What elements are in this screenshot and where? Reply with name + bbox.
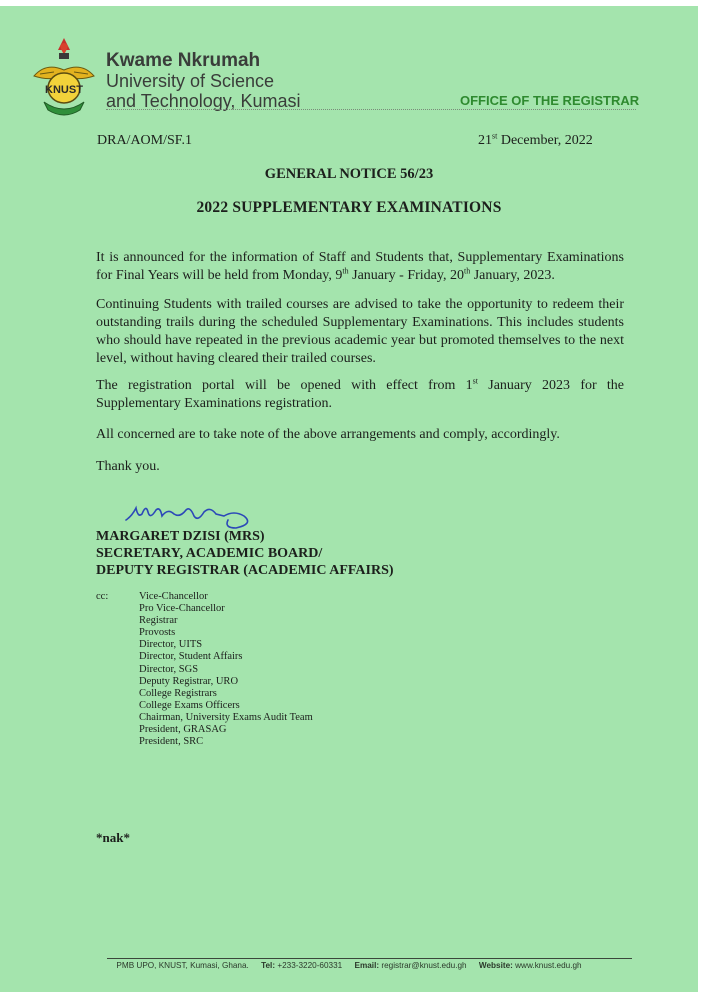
university-name-line2: University of Science (106, 71, 275, 91)
cc-recipient: Pro Vice-Chancellor (139, 603, 225, 615)
signatory-name: MARGARET DZISI (MRS) (96, 529, 265, 544)
paragraph-comply: All concerned are to take note of the above arrangements and comply, accordingly. (96, 427, 560, 442)
footer-website: www.knust.edu.gh (515, 961, 582, 970)
header-divider (106, 109, 636, 110)
signatory-title1: SECRETARY, ACADEMIC BOARD/ (96, 546, 323, 561)
svg-text:KNUST: KNUST (45, 84, 83, 96)
cc-recipient: President, SRC (139, 736, 204, 748)
cc-recipient: President, GRASAG (139, 724, 227, 736)
footer-address: PMB UPO, KNUST, Kumasi, Ghana. (116, 961, 249, 970)
footer-email: registrar@knust.edu.gh (381, 961, 467, 970)
university-crest-logo (30, 36, 98, 118)
cc-recipient: Provosts (139, 627, 176, 639)
closing-thanks: Thank you. (96, 459, 160, 474)
paragraph-dates: It is announced for the information of Staff and Students that, Supplementary Examinations for Final Years will be held from Monday, 9th January - Friday, 20th January, 2023. (96, 250, 624, 283)
cc-recipient: College Exams Officers (139, 699, 240, 711)
paragraph-trailed-courses: Continuing Students with trailed courses are advised to take the opportunity to redeem their outstanding trails during the scheduled Supplementary Examinations. This includes students who should have repeated in the previous academic year but promoted themselves to the next level, without having cleared their trailed courses. (96, 297, 624, 366)
footer-divider (107, 958, 632, 959)
signatory-block (96, 528, 394, 579)
typist-initials: *nak* (96, 830, 130, 845)
exam-title: 2022 SUPPLEMENTARY EXAMINATIONS (196, 199, 502, 216)
cc-recipient: Director, SGS (139, 663, 199, 675)
paragraph-registration: The registration portal will be opened with effect from 1st January 2023 for the Supplementary Examinations registration. (96, 376, 625, 411)
letter-sheet (0, 6, 698, 992)
cc-recipient: Registrar (139, 615, 178, 627)
notice-title: GENERAL NOTICE 56/23 (264, 166, 434, 182)
footer-tel: +233-3220-60331 (277, 961, 343, 970)
letter-date: 21st December, 2022 (478, 131, 593, 148)
footer-contact: PMB UPO, KNUST, Kumasi, Ghana. Tel: +233-3220-60331 Email: registrar@knust.edu.gh Website: www.knust.edu.gh (116, 961, 582, 970)
cc-recipient: Director, Student Affairs (139, 651, 243, 663)
cc-recipient: Director, UITS (139, 639, 203, 651)
office-title: OFFICE OF THE REGISTRAR (460, 93, 640, 108)
cc-recipient: Chairman, University Exams Audit Team (139, 711, 313, 723)
university-name-line1: Kwame Nkrumah (106, 50, 261, 71)
cc-recipient-list (139, 591, 313, 748)
reference-number: DRA/AOM/SF.1 (97, 133, 192, 148)
cc-recipient: Vice-Chancellor (139, 591, 208, 602)
signatory-title2: DEPUTY REGISTRAR (ACADEMIC AFFAIRS) (96, 563, 394, 578)
cc-recipient: Deputy Registrar, URO (139, 675, 239, 687)
university-name (106, 51, 300, 111)
university-name-line3: and Technology, Kumasi (106, 91, 301, 111)
cc-label: cc: (96, 591, 109, 602)
cc-recipient: College Registrars (139, 687, 217, 699)
